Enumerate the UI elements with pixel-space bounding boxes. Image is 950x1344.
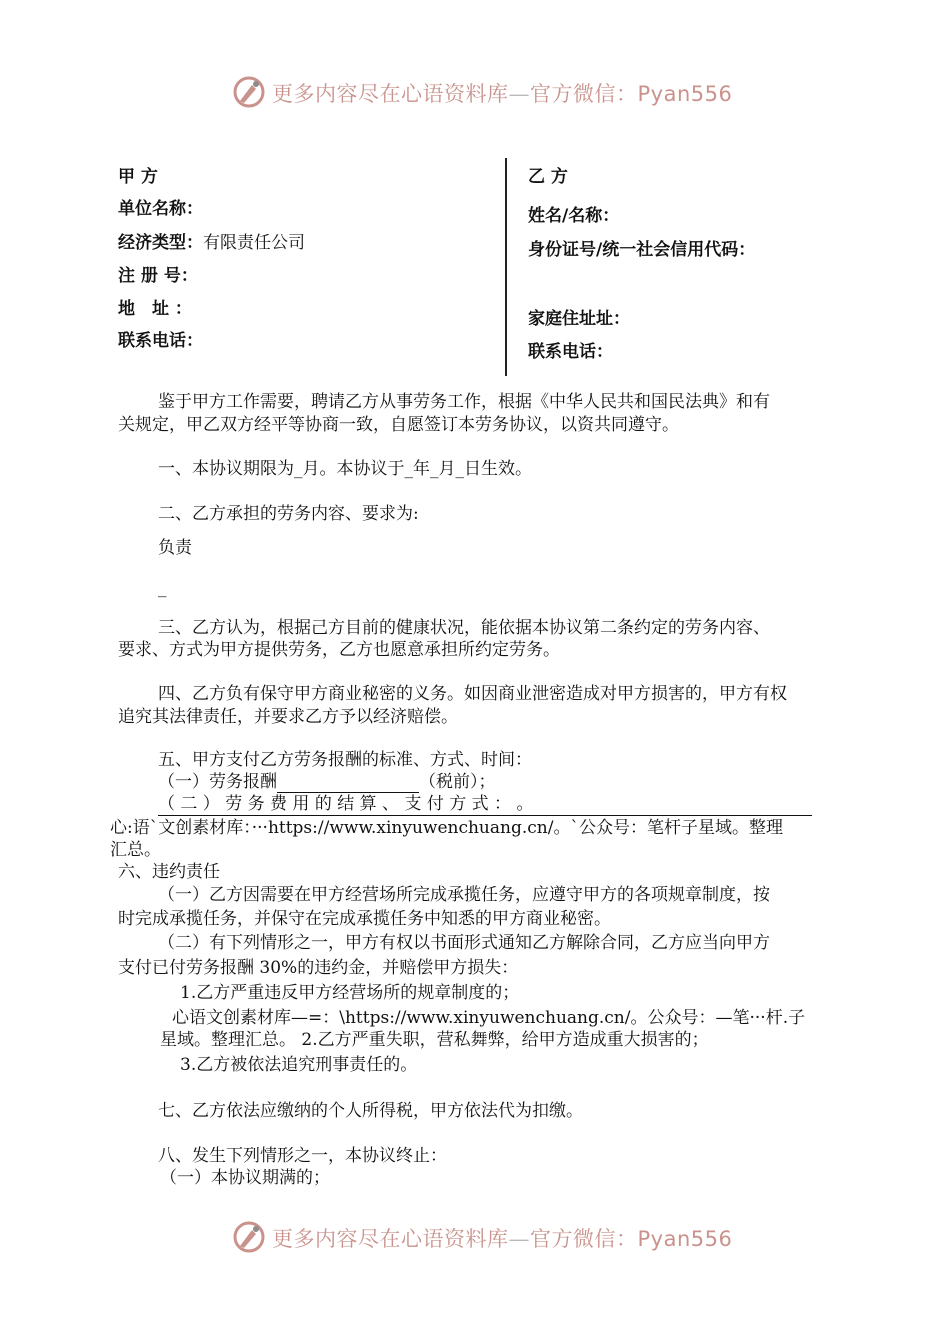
clause-2-blank: _ (158, 578, 167, 598)
brand-logo-icon (232, 75, 266, 109)
clause-7: 七、乙方依法应缴纳的个人所得税，甲方依法代为扣缴。 (158, 1101, 583, 1121)
remuneration-blank (277, 774, 419, 793)
brand-logo-icon (232, 1220, 266, 1254)
party-a-registration-label: 注 册 号： (118, 266, 198, 286)
party-b-home-address-label: 家庭住址址： (528, 309, 630, 329)
party-b-name-label: 姓名/名称： (528, 206, 620, 226)
footer-banner (0, 1217, 950, 1257)
clause-2: 二、乙方承担的劳务内容、要求为: (158, 504, 419, 524)
clause-3-line-2: 要求、方式为甲方提供劳务，乙方也愿意承担所约定劳务。 (118, 640, 560, 660)
party-a-economic-type: 经济类型：有限责任公司 (118, 233, 305, 253)
watermark-line-2: 心语文创素材库—=：\https://www.xinyuwenchuang.cn/。公众号：—笔···杆.子 (172, 1008, 806, 1028)
clause-4-line-2: 追究其法律责任，并要求乙方予以经济赔偿。 (118, 707, 458, 727)
column-divider (505, 158, 507, 376)
party-b-phone-label: 联系电话： (528, 342, 613, 362)
clause-4-line-1: 四、乙方负有保守甲方商业秘密的义务。如因商业泄密造成对甲方损害的，甲方有权 (158, 684, 787, 704)
party-a-phone-label: 联系电话： (118, 331, 203, 351)
party-a-economic-type-value: 有限责任公司 (203, 233, 305, 253)
clause-6-subitem-1: 1.乙方严重违反甲方经营场所的规章制度的； (180, 983, 520, 1003)
watermark-line-2-cont: 星域。整理汇总。 2.乙方严重失职，营私舞弊，给甲方造成重大损害的； (160, 1030, 709, 1050)
clause-3-line-1: 三、乙方认为，根据己方目前的健康状况，能依据本协议第二条约定的劳务内容、 (158, 618, 770, 638)
clause-6-item-2-line-2: 支付已付劳务报酬 30%的违约金，并赔偿甲方损失： (118, 958, 519, 978)
watermark-line-1-cont: 汇总。 (110, 840, 161, 860)
clause-6-item-1-line-2: 时完成承揽任务，并保守在完成承揽任务中知悉的甲方商业秘密。 (118, 909, 611, 929)
clause-2-duty: 负责 (158, 538, 192, 558)
clause-8-item-1: （一）本协议期满的； (160, 1168, 330, 1188)
clause-6-item-2-line-1: （二）有下列情形之一，甲方有权以书面形式通知乙方解除合同，乙方应当向甲方 (158, 933, 770, 953)
clause-5: 五、甲方支付乙方劳务报酬的标准、方式、时间： (158, 750, 532, 770)
parties-section (118, 158, 838, 376)
banner-text: 更多内容尽在心语资料库—官方微信：Pyan556 (272, 1227, 733, 1251)
header-banner (0, 72, 950, 112)
clause-5-item-2: （ 二 ） 劳 务 费 用 的 结 算 、 支 付 方 式 ： 。 (158, 793, 812, 816)
banner-text: 更多内容尽在心语资料库—官方微信：Pyan556 (272, 82, 733, 106)
clause-6-item-1-line-1: （一）乙方因需要在甲方经营场所完成承揽任务，应遵守甲方的各项规章制度，按 (158, 885, 770, 905)
intro-line-2: 关规定，甲乙双方经平等协商一致，自愿签订本劳务协议，以资共同遵守。 (118, 415, 679, 435)
party-a-unit-name-label: 单位名称： (118, 199, 203, 219)
party-a-address-label: 地 址 ： (118, 299, 192, 319)
clause-8: 八、发生下列情形之一，本协议终止： (158, 1146, 447, 1166)
clause-6-subitem-3: 3.乙方被依法追究刑事责任的。 (180, 1055, 418, 1075)
watermark-line-1: 心:语`文创素材库：···https://www.xinyuwenchuang.cn/。`公众号：笔杆子星域。整理 (110, 818, 783, 838)
intro-line-1: 鉴于甲方工作需要，聘请乙方从事劳务工作，根据《中华人民共和国民法典》和有 (158, 392, 770, 412)
party-b-id-label: 身份证号/统一社会信用代码： (528, 240, 756, 260)
clause-6: 六、违约责任 (118, 862, 220, 882)
clause-5-item-1: （一）劳务报酬 （税前）； (158, 772, 496, 792)
party-b-heading: 乙 方 (528, 167, 568, 187)
clause-1: 一、本协议期限为_月。本协议于_年_月_日生效。 (158, 459, 532, 479)
party-a-heading: 甲 方 (118, 167, 158, 187)
